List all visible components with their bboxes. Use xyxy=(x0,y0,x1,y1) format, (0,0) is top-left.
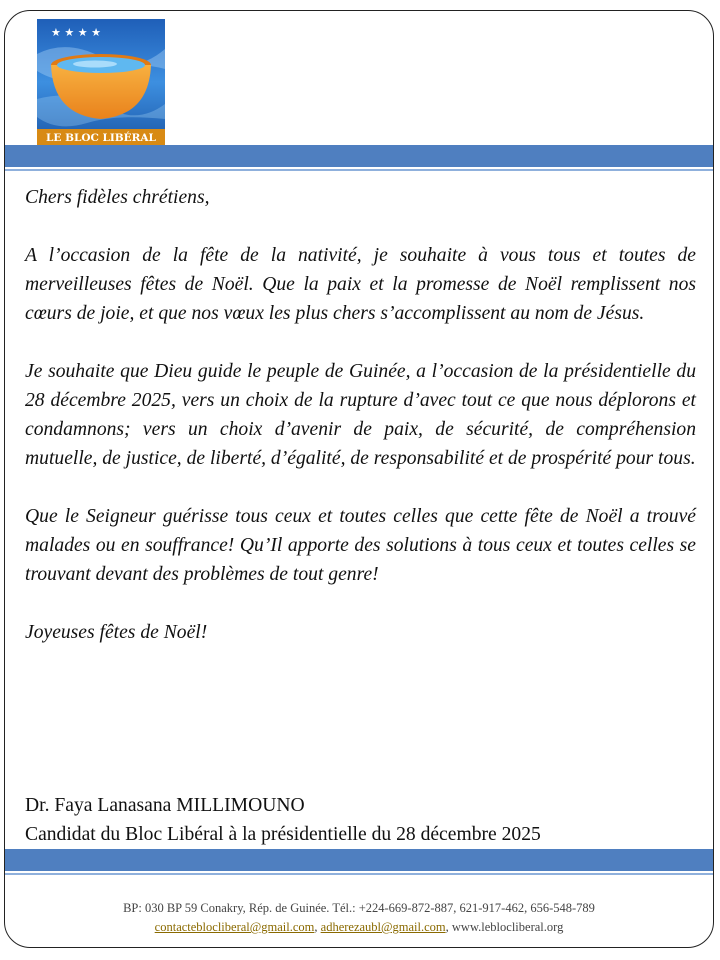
email-link-contact[interactable]: contacteblocliberal@gmail.com xyxy=(154,920,315,934)
signature-block xyxy=(25,791,705,849)
logo-text: LE BLOC LIBÉRAL xyxy=(46,132,156,144)
footer-separator: , xyxy=(314,920,318,934)
header-band xyxy=(5,145,713,167)
bloc-liberal-logo xyxy=(37,19,165,145)
letter-body xyxy=(25,183,696,647)
footer-band xyxy=(5,849,713,871)
email-link-adherez[interactable]: adherezaubl@gmail.com xyxy=(320,920,446,934)
paragraph-3: Que le Seigneur guérisse tous ceux et toutes celles que cette fête de Noël a trouvé malades ou en souffrance! Qu’Il apporte des solutions à tous ceux et toutes celles se trouvant devant des problèmes de tout genre! xyxy=(25,506,696,585)
signatory-title: Candidat du Bloc Libéral à la présidentielle du 28 décembre 2025 xyxy=(25,824,541,845)
header-band-line xyxy=(5,169,713,171)
footer-contacts xyxy=(5,918,713,937)
signatory-name: Dr. Faya Lanasana MILLIMOUNO xyxy=(25,795,305,816)
logo-stars: ★ ★ ★ ★ xyxy=(51,26,101,39)
greeting: Chers fidèles chrétiens, xyxy=(25,187,210,208)
paragraph-1: A l’occasion de la fête de la nativité, je souhaite à vous tous et toutes de merveilleuses fêtes de Noël. Que la paix et la promesse de Noël remplissent nos cœurs de joie, et que nos vœux les plus chers s’accomplissent au nom de Jésus. xyxy=(25,245,696,324)
website-text: www.leblocliberal.org xyxy=(451,920,564,934)
closing-line: Joyeuses fêtes de Noël! xyxy=(25,622,208,643)
footer xyxy=(5,899,713,937)
letter-frame xyxy=(4,10,714,948)
footer-address: BP: 030 BP 59 Conakry, Rép. de Guinée. Tél.: +224-669-872-887, 621-917-462, 656-548-789 xyxy=(123,901,595,915)
logo-graphic xyxy=(37,19,165,145)
footer-separator: , xyxy=(445,920,449,934)
paragraph-2: Je souhaite que Dieu guide le peuple de Guinée, a l’occasion de la présidentielle du 28 décembre 2025, vers un choix de la rupture d’avec tout ce que nous déplorons et condamnons; vers un choix d’avenir de paix, de sécurité, de compréhension mutuelle, de justice, de liberté, d’égalité, de responsabilité et de prospérité pour tous. xyxy=(25,361,696,469)
footer-band-line xyxy=(5,873,713,875)
